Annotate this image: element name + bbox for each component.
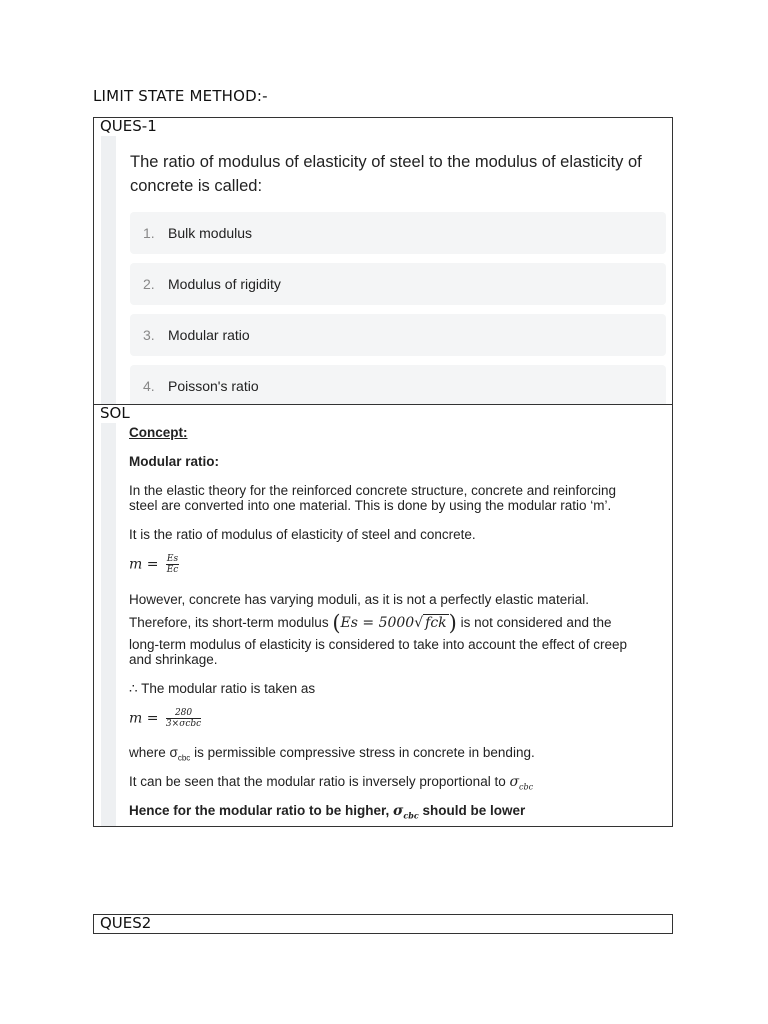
para6-pre: It can be seen that the modular ratio is inversely proportional to <box>129 774 510 789</box>
solution-box <box>93 404 673 827</box>
solution-screenshot <box>101 423 672 826</box>
question-1-screenshot <box>101 136 672 404</box>
formula2-numerator: 280 <box>166 708 201 719</box>
para3-line2-pre: Therefore, its short-term modulus <box>129 615 329 630</box>
formula1-denominator: Ec <box>166 565 179 575</box>
para2: It is the ratio of modulus of elasticity of steel and concrete. <box>129 527 476 542</box>
formula2-denominator: 3×σcbc <box>165 719 202 729</box>
formula-modular-ratio <box>129 554 179 575</box>
question-1-text <box>130 150 670 198</box>
para3-line3: long-term modulus of elasticity is considered to take into account the effect of creep <box>129 637 628 652</box>
para5-post: is permissible compressive stress in concrete in bending. <box>190 745 535 760</box>
formula2-fraction <box>166 708 201 729</box>
formula2-lhs: m = <box>129 710 159 727</box>
para4: ∴ The modular ratio is taken as <box>129 681 316 696</box>
para5 <box>129 745 535 763</box>
question-1-text-line2: concrete is called: <box>130 177 263 195</box>
para7 <box>129 803 525 821</box>
option-2-text: Modulus of rigidity <box>168 276 281 292</box>
option-1 <box>130 212 666 254</box>
option-4-text: Poisson's ratio <box>168 378 259 394</box>
option-1-text: Bulk modulus <box>168 225 253 241</box>
short-term-formula-radicand: fck <box>425 615 447 631</box>
option-4-number: 4. <box>143 378 155 394</box>
paren-close: ) <box>448 611 457 635</box>
question-2-box <box>93 914 673 934</box>
formula-modular-ratio-long-term <box>129 708 201 729</box>
para3-line2-post: is not considered and the <box>460 615 612 630</box>
para7-pre: Hence for the modular ratio to be higher, <box>129 803 394 818</box>
option-2-number: 2. <box>143 276 155 292</box>
option-2 <box>130 263 666 305</box>
para3-line2 <box>129 611 611 635</box>
formula1-numerator: Es <box>166 554 179 564</box>
concept-heading: Concept: <box>129 425 188 440</box>
option-1-number: 1. <box>143 225 155 241</box>
option-3-number: 3. <box>143 327 155 343</box>
modular-ratio-heading: Modular ratio: <box>129 454 219 469</box>
paren-open: ( <box>332 611 341 635</box>
formula1-lhs: m = <box>129 556 159 573</box>
question-1-label: QUES-1 <box>100 117 157 135</box>
para1-line2: steel are converted into one material. This is done by using the modular ratio ‘m’. <box>129 498 612 513</box>
para3-line1: However, concrete has varying moduli, as it is not a perfectly elastic material. <box>129 592 589 607</box>
question-1-text-line1: The ratio of modulus of elasticity of steel to the modulus of elasticity of <box>130 153 642 171</box>
para5-pre: where σ <box>129 745 178 760</box>
para7-sigma: σ <box>393 803 404 819</box>
para5-sub: cbc <box>177 753 191 763</box>
option-4 <box>130 365 666 404</box>
formula1-fraction <box>166 554 179 575</box>
question-1-box <box>93 117 673 405</box>
para6 <box>129 774 533 792</box>
para6-sub: cbc <box>519 782 534 792</box>
question-2-label: QUES2 <box>100 914 152 932</box>
para1-line1: In the elastic theory for the reinforced concrete structure, concrete and reinforcing <box>129 483 617 498</box>
short-term-formula-lhs: Es = 5000 <box>340 615 415 631</box>
solution-label: SOL <box>100 404 130 422</box>
para7-post: should be lower <box>418 803 526 818</box>
document-heading: LIMIT STATE METHOD:- <box>93 87 268 105</box>
para6-sigma: σ <box>509 774 520 790</box>
sqrt-icon: √ <box>414 615 424 631</box>
option-3-text: Modular ratio <box>168 327 250 343</box>
para3-line4: and shrinkage. <box>129 652 218 667</box>
option-3 <box>130 314 666 356</box>
para7-sub: cbc <box>403 810 419 821</box>
